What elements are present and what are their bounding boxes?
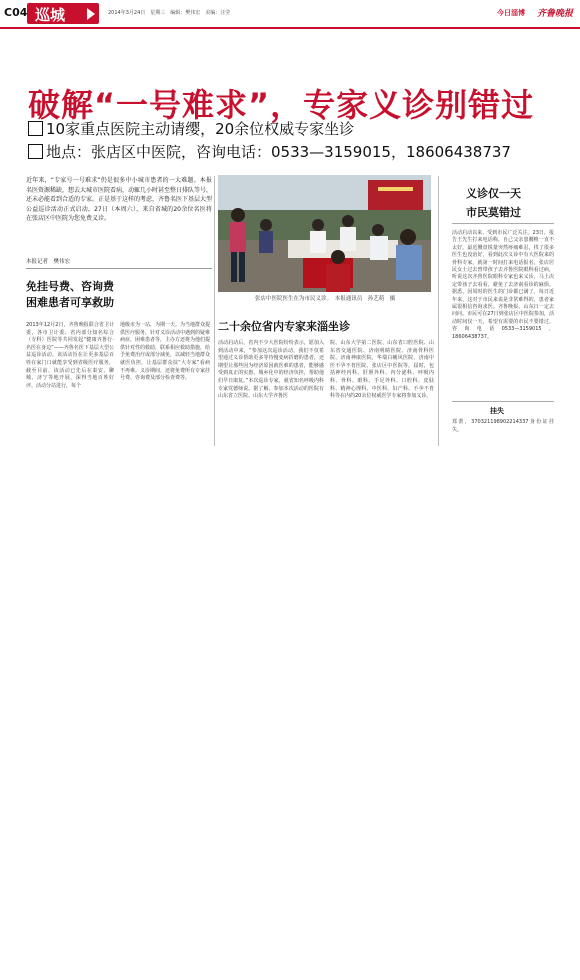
clinic-photo-illustration <box>218 175 431 292</box>
article1-title-line1: 免挂号费、咨询费 <box>26 280 114 293</box>
brand-city: 今日淄博 <box>497 9 525 17</box>
issue-meta: 2014年3月24日 星期三 编辑：樊伟宏 美编：汪莹 <box>108 10 231 16</box>
sidebar-body: 活动启动以来，受到市民广泛关注。23日，报告王先生打来电话称，自己父亲患腰椎一直不太好，最近腰盘锐量突然疼痛难忍，找了很多医生也没治好，看到此次义诊中有大医院来的骨科专家，就第一时间打来电话报名。张店居民女士过去曾带孩子去齐鲁医院眼科看过病，听说这次齐鲁医院眼科专家也来义诊，马上决定带孩子去看看，避免了去济南看诊的麻烦。据悉，因周时的医生的门诊都已满了，每日近年来，这对于市民来说是非常难得的，患者家属很相信咨询求医。齐鲁晚报、山东日一定去问问。市民可在27日到张店区中医院参加，活动时间仅一天，希望有需要的市民不要错过。咨询电话0533—3159015，18606438737。 <box>452 230 554 340</box>
section-banner <box>27 3 99 24</box>
notice-body: 郑蕾，370321198902214337身份证挂失。 <box>452 419 554 433</box>
page-number: C04 <box>4 6 28 19</box>
brand-paper: 齐鲁晚报 <box>537 9 574 19</box>
column-divider <box>438 176 439 446</box>
lead-byline: 本报记者 樊伟宏 <box>26 259 71 265</box>
sidebar-rule <box>452 223 554 224</box>
news-photo <box>218 175 431 292</box>
headline-title: 破解“一号难求”，专家义诊别错过 <box>28 86 535 124</box>
deck-line-2 <box>28 141 511 162</box>
article1-col1: 2013年12月2日，齐鲁晚报联合省卫计委、各市卫计委、省内部分知名综合（专科）医院等共同发起“健康齐鲁行·名医在身边”——齐鲁名医下基层大型公益巡诊活动。该活动旨在让更多基层百姓在家门口就能享受到省级医疗服务，截至目前，该活动已先后在泰安、聊城、济宁等地开展，深得当地百姓好评。活动分站进行，每个 <box>26 322 114 389</box>
notice-rule <box>452 401 554 402</box>
deck-line-1 <box>28 118 354 139</box>
article2-col1: 活动启动后，省内不少大医院纷纷表示，愿加入到活动中来，“参加这次巡诊活动，我们不仅希望通过义诊帮助更多等待慢变病折磨的患者，还期望让那些因为经济原因就医难的患者，能够感受到真正的实惠。城乡化中的经济负担，帮助他们早日康复。”本次巡诊专家，就省知名呼吸内科专家党德师说。据了解，参加本次活动的医院有山东省立医院、山东大学齐鲁医 <box>218 340 324 400</box>
photo-caption: 张店中医院医生在为市民义诊。 本报通讯员 孙艺萌 摄 <box>255 296 396 302</box>
checkbox-square-icon <box>28 144 43 159</box>
article2-title: 二十余位省内专家来淄坐诊 <box>218 320 350 333</box>
checkbox-square-icon <box>28 121 43 136</box>
sidebar-title-line1: 义诊仅一天 <box>466 187 521 200</box>
column-divider <box>214 176 215 446</box>
chevron-right-icon <box>87 8 95 20</box>
article1-rule <box>26 268 212 269</box>
deck-text-2: 地点：张店区中医院，咨询电话：0533—3159015，18606438737 <box>46 143 511 161</box>
lead-paragraph: 近年来，“专家号一号难求”仍是很多中小城市患者的一大难题。本报名医资源稀缺，想去大城市医院看病，动辄几小时甚至整日排队等号，还未必能看到合适的专家。正是基于这样的考虑，齐鲁名医下基层大型公益巡诊活动正式启动，27日（本周六），来自省城的20余位名医将在张店区中医院为您免费义诊。 <box>26 177 213 222</box>
section-title: 巡城 <box>35 6 66 24</box>
article2-col2: 院、山东大学第二医院、山东省口腔医院、山东省交通医院、济南明睛医院、济南骨科医院、济南神康医院、华瑞白癜风医院、济南中医不孕不育医院、张店区中医院等。届时，包括神经内科、肝胆外科、内分泌科、呼吸内科、骨科、眼科、手足外科、口腔科、皮肤科、精神心理科、中医科、妇产科、不孕不育科等在内的20余位权威医学专家将参加义诊。 <box>330 340 434 400</box>
header-divider <box>0 27 580 29</box>
notice-title: 挂失 <box>490 407 504 415</box>
deck-text-1: 10家重点医院主动请缨，20余位权威专家坐诊 <box>46 120 355 138</box>
article1-title-line2: 困难患者可享救助 <box>26 296 114 309</box>
sidebar-title-line2: 市民莫错过 <box>466 206 521 219</box>
article1-col2: 地级市为一站，为期一天。为当地群众提供医疗服务，针对义诊活动中遇到的疑难病症，困难患者等，主办方还将为他们提供针对性的救助，联系相应救助措施，给予免费治疗或部分减免，以减轻当地群众就医负担，让基层群众扶“大专家”看病不再难。义诊期间，还将免费所有专家挂号费、咨询费及部分检查费等。 <box>120 322 211 382</box>
